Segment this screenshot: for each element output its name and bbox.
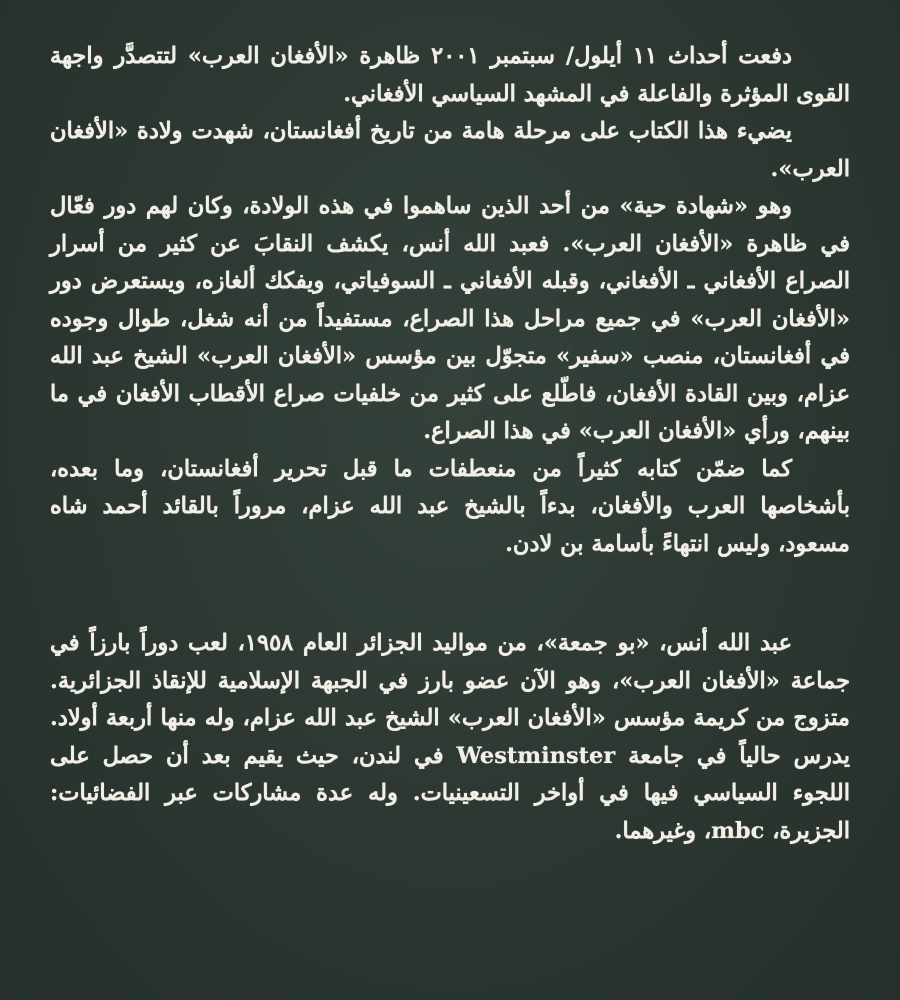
university-name: Westminster bbox=[456, 742, 616, 769]
summary-paragraph-1: دفعت أحداث ١١ أيلول/ سبتمبر ٢٠٠١ ظاهرة «الأفغان العرب» لتتصدَّر واجهة القوى المؤثرة والفاعلة في المشهد السياسي الأفغاني. bbox=[50, 43, 850, 107]
summary-paragraph-2: يضيء هذا الكتاب على مرحلة هامة من تاريخ أفغانستان، شهدت ولادة «الأفغان العرب». bbox=[50, 118, 850, 182]
summary-paragraph-3: وهو «شهادة حية» من أحد الذين ساهموا في هذه الولادة، وكان لهم دور فعّال في ظاهرة «الأفغان العرب». فعبد الله أنس، يكشف النقابَ عن كثير من أسرار الصراع الأفغاني ـ الأفغاني، وقبله الأفغاني ـ السوفياتي، ويفكك ألغازه، ويستعرض دور «الأفغان العرب» في جميع مراحل هذا الصراع، مستفيداً من أنه شغل، طوال وجوده في أفغانستان، منصب «سفير» متجوّل بين مؤسس «الأفغان العرب» الشيخ عبد الله عزام، وبين القادة الأفغان، فاطّلع على كثير من خلفيات صراع الأقطاب الأفغان في ما بينهم، ورأي «الأفغان العرب» في هذا الصراع. bbox=[50, 193, 850, 444]
channel-name: mbc bbox=[711, 817, 765, 844]
summary-paragraph-4: كما ضمّن كتابه كثيراً من منعطفات ما قبل تحرير أفغانستان، وما بعده، بأشخاصها العرب والأفغان، بدءاً بالشيخ عبد الله عزام، مروراً بالقائد أحمد شاه مسعود، وليس انتهاءً بأسامة بن لادن. bbox=[50, 455, 850, 557]
bio-text-part-1: عبد الله أنس، «بو جمعة»، من مواليد الجزائر العام ١٩٥٨، لعب دوراً بارزاً في جماعة «الأفغان العرب»، وهو الآن عضو بارز في الجبهة الإسلامية للإنقاذ الجزائرية. متزوج من كريمة مؤسس «الأفغان العرب» الشيخ عبد الله عزام، وله منها أربعة أولاد. يدرس حالياً في جامعة bbox=[50, 630, 850, 769]
bio-text-part-2: في لندن، حيث يقيم بعد أن حصل على اللجوء السياسي فيها في أواخر التسعينيات. وله عدة مشاركات عبر الفضائيات: الجزيرة، bbox=[50, 742, 850, 844]
author-biography bbox=[50, 625, 850, 850]
section-gap bbox=[50, 563, 850, 625]
bio-text-part-3: ، وغيرهما. bbox=[614, 817, 712, 844]
